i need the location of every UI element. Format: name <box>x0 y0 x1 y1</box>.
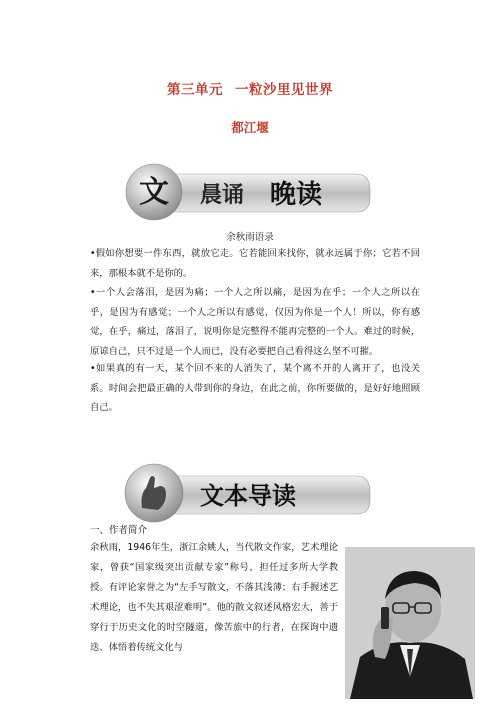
author-photo <box>345 547 475 699</box>
unit-theme: 一粒沙里见世界 <box>235 82 333 98</box>
quote-paragraph-2: •一个人会落泪，是因为痛；一个人之所以痛，是因为在乎；一个人之所以在乎，是因为有感觉；一个人之所以有感觉，仅因为你是一个人！所以，你有感觉，在乎，痛过，落泪了，说明你是完整得不能再完整的一个人。难过的时候，原谅自己，只不过是一个人而已，没有必要把自己看得这么坚不可摧。 <box>90 287 420 357</box>
quotes-title: 余秋雨语录 <box>226 232 274 243</box>
quote-paragraph-1: •假如你想要一件东西，就放它走。它若能回来找你，就永远属于你；它若不回来，那根本就不是你的。 <box>90 248 420 279</box>
banner-icon-glyph: 文 <box>139 175 169 210</box>
banner-text-b: 晚读 <box>270 180 323 210</box>
banner-text-guide <box>120 460 380 526</box>
author-intro-heading: 一、作者简介 <box>90 525 148 536</box>
unit-title <box>0 78 500 98</box>
banner-guide-text: 文本导读 <box>200 481 296 510</box>
banner-morning-reading <box>120 160 380 224</box>
unit-number: 第三单元 <box>167 82 223 98</box>
quote-paragraph-3: •如果真的有一天，某个回不来的人消失了，某个离不开的人离开了，也没关系。时间会把最正确的人带到你的身边，在此之前，你所要做的，是好好地照顾自己。 <box>90 363 420 413</box>
author-bio: 余秋雨，1946年生，浙江余姚人，当代散文作家，艺术理论家，曾获“国家级突出贡献专家”称号，担任过多所大学教授。有评论家誉之为“左手写散文，不落其浅薄；右手握述艺术理论，也不失其艰涩难明”。他的散文叙述风格宏大，善于穿行于历史文化的时空隧道，像苦旅中的行者，在探询中遗迭、体悟着传统文化与 <box>90 542 338 653</box>
banner-text-a: 晨诵 <box>200 182 245 208</box>
lesson-author: 都江堰 <box>231 120 269 135</box>
